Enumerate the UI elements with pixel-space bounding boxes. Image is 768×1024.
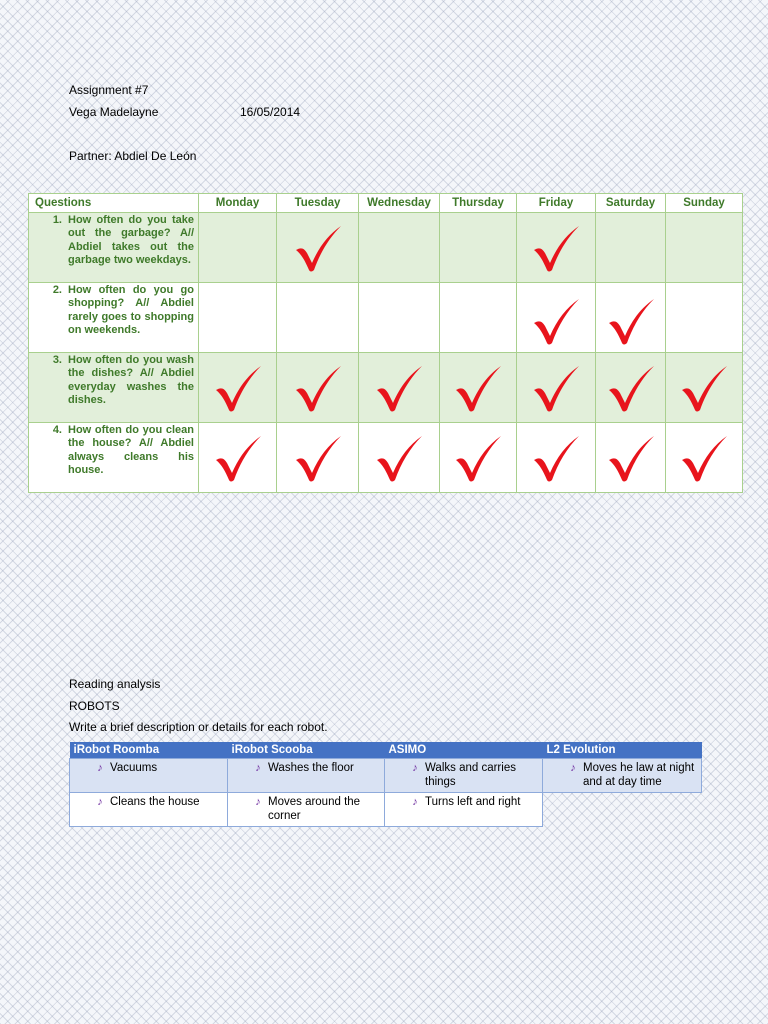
day-cell (666, 353, 743, 423)
col-monday: Monday (199, 194, 277, 213)
day-cell (359, 213, 440, 283)
robot-name: iRobot Scooba (228, 742, 385, 759)
robot-name: ASIMO (385, 742, 543, 759)
day-cell (277, 213, 359, 283)
music-note-icon: ♪ (255, 762, 261, 774)
col-tuesday: Tuesday (277, 194, 359, 213)
robot-detail-cell (385, 759, 543, 793)
check-mark-icon (453, 363, 503, 413)
robots-table (69, 742, 702, 827)
robot-detail: Cleans the house (110, 796, 200, 808)
question-cell (29, 283, 199, 353)
day-cell (596, 213, 666, 283)
check-mark-icon (213, 433, 263, 483)
robot-detail-cell (70, 793, 228, 827)
day-cell (440, 283, 517, 353)
day-cell (440, 213, 517, 283)
robots-header-row (70, 742, 702, 759)
reading-instruction: Write a brief description or details for each robot. (69, 720, 328, 734)
question-number: 1. (52, 214, 62, 226)
day-cell (517, 423, 596, 493)
question-text: How often do you go shopping? (68, 284, 194, 310)
empty-cell (543, 793, 702, 827)
robot-detail-row (70, 759, 702, 793)
question-cell (29, 353, 199, 423)
robots-title: ROBOTS (69, 699, 120, 713)
robot-detail-cell (385, 793, 543, 827)
robot-detail-cell (228, 759, 385, 793)
answer-text: A// Abdiel rarely goes to shopping on weekends. (68, 297, 194, 337)
check-mark-icon (679, 433, 729, 483)
student-name: Vega Madelayne (69, 105, 159, 119)
check-mark-icon (531, 433, 581, 483)
day-cell (199, 423, 277, 493)
col-thursday: Thursday (440, 194, 517, 213)
robot-detail: Moves he law at night and at day time (583, 762, 695, 788)
robot-name: L2 Evolution (543, 742, 702, 759)
robot-detail-cell (70, 759, 228, 793)
question-cell (29, 213, 199, 283)
music-note-icon: ♪ (570, 762, 576, 774)
day-cell (277, 283, 359, 353)
check-mark-icon (293, 363, 343, 413)
answer-text: A// Abdiel everyday washes the dishes. (68, 367, 194, 407)
question-number: 3. (52, 354, 62, 366)
question-number: 2. (52, 284, 62, 296)
day-cell (666, 423, 743, 493)
check-mark-icon (293, 433, 343, 483)
music-note-icon: ♪ (97, 796, 103, 808)
robot-detail: Washes the floor (268, 762, 354, 774)
col-sunday: Sunday (666, 194, 743, 213)
check-mark-icon (531, 296, 581, 346)
day-cell (277, 353, 359, 423)
check-mark-icon (606, 296, 656, 346)
day-cell (359, 283, 440, 353)
check-mark-icon (453, 433, 503, 483)
chore-row (29, 213, 743, 283)
music-note-icon: ♪ (255, 796, 261, 808)
day-cell (666, 283, 743, 353)
answer-text: A// Abdiel always cleans his house. (68, 437, 194, 477)
day-cell (277, 423, 359, 493)
check-mark-icon (374, 363, 424, 413)
assignment-title: Assignment #7 (69, 83, 149, 97)
day-cell (359, 353, 440, 423)
day-cell (666, 213, 743, 283)
robot-name: iRobot Roomba (70, 742, 228, 759)
question-text: How often do you wash the dishes? (68, 354, 194, 380)
question-text: How often do you clean the house? (68, 424, 194, 450)
col-wednesday: Wednesday (359, 194, 440, 213)
check-mark-icon (531, 223, 581, 273)
chores-table (28, 193, 743, 493)
partner-name: Partner: Abdiel De León (69, 149, 197, 163)
robot-detail: Turns left and right (425, 796, 521, 808)
day-cell (440, 353, 517, 423)
day-cell (517, 283, 596, 353)
question-text: How often do you take out the garbage? (68, 214, 194, 240)
check-mark-icon (679, 363, 729, 413)
check-mark-icon (531, 363, 581, 413)
music-note-icon: ♪ (412, 762, 418, 774)
robot-detail-row (70, 793, 702, 827)
day-cell (596, 283, 666, 353)
music-note-icon: ♪ (97, 762, 103, 774)
assignment-date: 16/05/2014 (240, 105, 301, 119)
robot-detail: Moves around the corner (268, 796, 361, 822)
question-cell (29, 423, 199, 493)
day-cell (199, 213, 277, 283)
col-saturday: Saturday (596, 194, 666, 213)
day-cell (596, 423, 666, 493)
day-cell (440, 423, 517, 493)
day-cell (359, 423, 440, 493)
check-mark-icon (374, 433, 424, 483)
check-mark-icon (606, 363, 656, 413)
music-note-icon: ♪ (412, 796, 418, 808)
col-friday: Friday (517, 194, 596, 213)
robot-detail: Vacuums (110, 762, 158, 774)
chores-header-row (29, 194, 743, 213)
robot-detail-cell (228, 793, 385, 827)
day-cell (199, 283, 277, 353)
day-cell (517, 353, 596, 423)
check-mark-icon (293, 223, 343, 273)
robot-detail-cell (543, 759, 702, 793)
check-mark-icon (606, 433, 656, 483)
day-cell (596, 353, 666, 423)
check-mark-icon (213, 363, 263, 413)
col-questions: Questions (29, 194, 199, 213)
day-cell (517, 213, 596, 283)
answer-text: A// Abdiel takes out the garbage two weekdays. (68, 227, 194, 267)
day-cell (199, 353, 277, 423)
reading-title: Reading analysis (69, 677, 161, 691)
question-number: 4. (52, 424, 62, 436)
chore-row (29, 423, 743, 493)
robot-detail: Walks and carries things (425, 762, 516, 788)
chore-row (29, 353, 743, 423)
chore-row (29, 283, 743, 353)
